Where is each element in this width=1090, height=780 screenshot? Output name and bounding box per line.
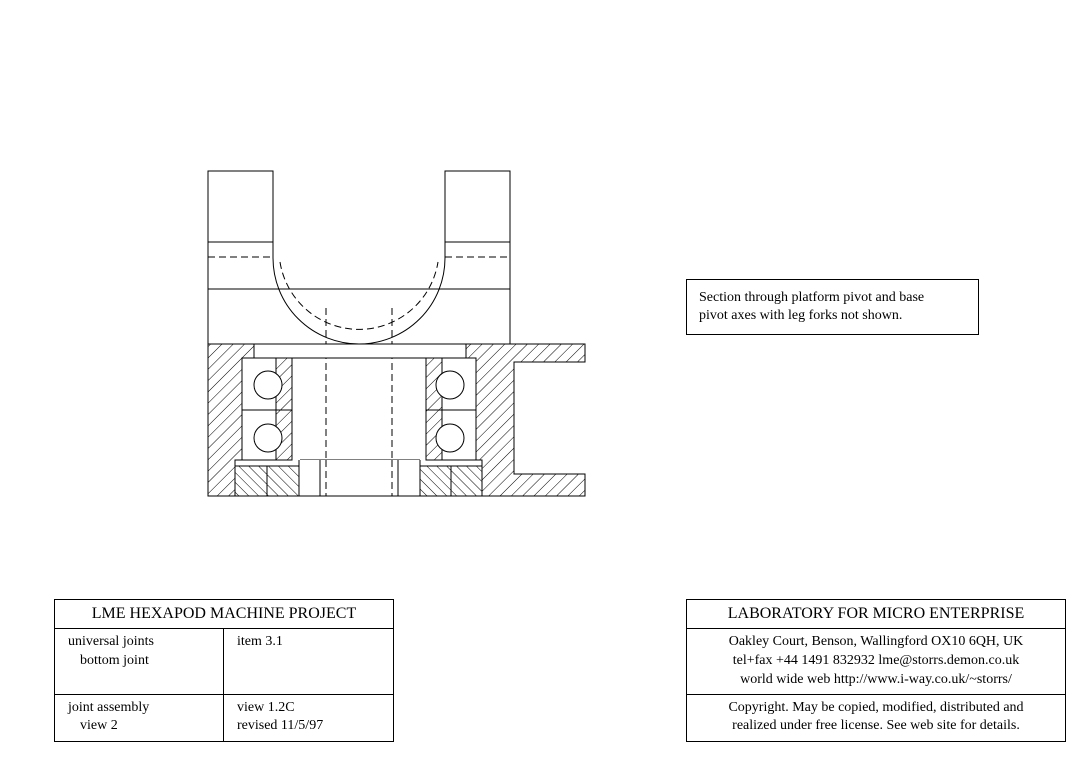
lab-contact: tel+fax +44 1491 832932 lme@storrs.demon.co.uk — [732, 653, 1020, 668]
cell-universal-joints: universal joints — [68, 634, 154, 649]
project-title-block — [54, 599, 394, 742]
cell-joint-assembly: joint assembly — [68, 700, 150, 715]
divider — [687, 694, 1065, 695]
lab-web: world wide web http://www.i-way.co.uk/~storrs/ — [740, 672, 1012, 687]
cell-bottom-joint: bottom joint — [80, 653, 149, 668]
lab-title-block — [686, 599, 1066, 742]
divider — [223, 628, 224, 741]
cell-view-2: view 2 — [80, 718, 118, 733]
caption-line-1: Section through platform pivot and base — [699, 290, 925, 305]
cell-view-code: view 1.2C — [237, 700, 295, 715]
divider — [55, 694, 393, 695]
lab-copyright-2: realized under free license. See web site for details. — [732, 718, 1020, 733]
divider — [55, 628, 393, 629]
caption-box — [686, 279, 979, 335]
divider — [687, 628, 1065, 629]
cell-revised: revised 11/5/97 — [237, 718, 324, 733]
project-title: LME HEXAPOD MACHINE PROJECT — [91, 605, 357, 622]
lab-address: Oakley Court, Benson, Wallingford OX10 6QH, UK — [728, 634, 1024, 649]
base-section — [208, 344, 585, 496]
caption-line-2: pivot axes with leg forks not shown. — [699, 308, 903, 323]
lab-title: LABORATORY FOR MICRO ENTERPRISE — [727, 605, 1025, 622]
lab-copyright-1: Copyright. May be copied, modified, distributed and — [728, 700, 1024, 715]
cell-item: item 3.1 — [237, 634, 283, 649]
